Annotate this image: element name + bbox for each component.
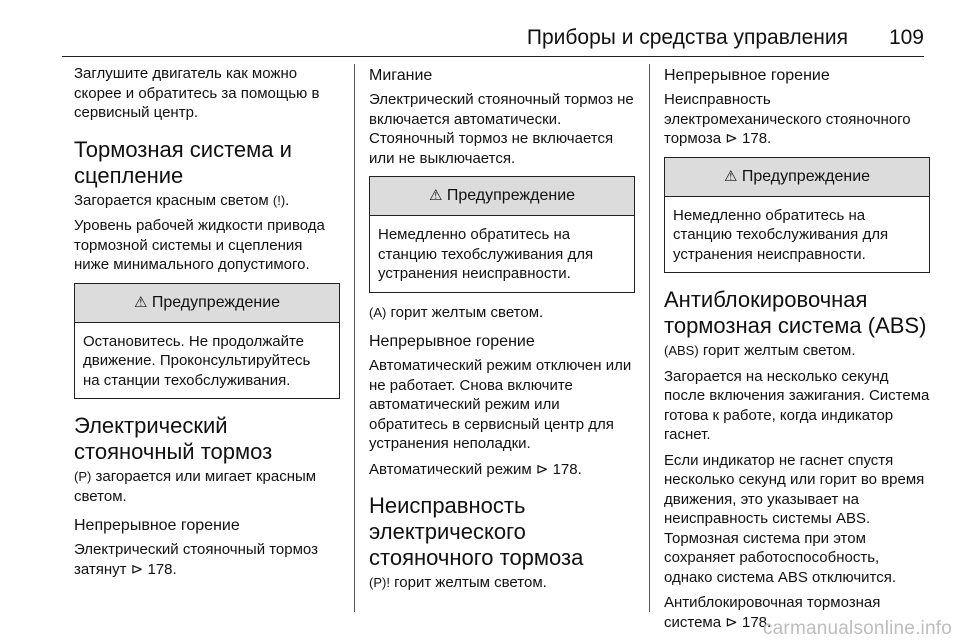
- auto-parking-brake-icon: (A): [369, 304, 387, 320]
- paragraph-text: загорается или мигает красным светом.: [74, 468, 317, 505]
- paragraph: [74, 467, 340, 506]
- paragraph: Автоматический режим отключен или не работает. Снова включите автоматический режим или обратитесь в сервисный центр для устранения неполадки.: [369, 357, 632, 452]
- paragraph-text: горит желтым светом.: [390, 303, 544, 321]
- subheading-steady: Непрерывное горение: [369, 333, 535, 350]
- abs-icon: (ABS): [664, 343, 699, 358]
- paragraph: Если индикатор не гаснет спустя несколько секунд или горит во время движения, это указывает на неисправность системы ABS. Тормозная система при этом сохраняет работоспособность, однако система ABS отключится.: [664, 451, 925, 586]
- paragraph: [664, 341, 930, 361]
- page-ref-arrow-icon: ⊳: [725, 130, 738, 147]
- heading-brake-system: Тормозная система и сцепление: [74, 136, 292, 188]
- warning-header: [370, 177, 634, 216]
- parking-brake-icon: (P): [74, 469, 92, 484]
- subheading-steady: Непрерывное горение: [74, 517, 240, 534]
- warning-box: [369, 176, 635, 293]
- warning-triangle-icon: ⚠: [723, 167, 738, 185]
- warning-text: Немедленно обратитесь на станцию техобслуживания для устранения неисправности.: [378, 226, 594, 282]
- section-title: Приборы и средства управления: [526, 26, 848, 49]
- paragraph: [369, 573, 635, 593]
- heading-parking-brake-fault: Неисправность электрического стояночного тормоза: [369, 493, 584, 570]
- warning-title: Предупреждение: [151, 293, 281, 311]
- column-1: [74, 64, 340, 585]
- page-ref-arrow-icon: ⊳: [130, 560, 144, 578]
- paragraph-text: горит желтым светом.: [394, 574, 547, 591]
- paragraph-text: Антиблокировочная тормозная система: [664, 594, 881, 631]
- paragraph: [369, 303, 635, 323]
- warning-header: [665, 158, 929, 197]
- paragraph-text: Автоматический режим: [369, 460, 532, 478]
- paragraph: Загорается красным светом (!).: [74, 191, 290, 209]
- page-number: 109: [888, 26, 924, 49]
- parking-brake-fault-icon: (P)!: [369, 575, 390, 590]
- heading-electric-parking-brake: Электрический стояночный тормоз: [74, 413, 273, 464]
- paragraph: Заглушите двигатель как можно скорее и обратитесь за помощью в сервисный центр.: [74, 65, 320, 121]
- column-divider: [649, 64, 650, 612]
- column-2: [369, 64, 635, 599]
- warning-triangle-icon: ⚠: [133, 293, 148, 311]
- warning-header: [75, 284, 339, 323]
- page-ref: 178.: [742, 613, 772, 631]
- page-ref-arrow-icon: ⊳: [535, 460, 549, 478]
- paragraph-text: горит желтым светом.: [702, 342, 856, 359]
- heading-abs: Антиблокировочная тормозная система (ABS): [664, 287, 927, 338]
- brake-warning-icon: (!): [272, 192, 286, 208]
- warning-text: Немедленно обратитесь на станцию техобслуживания для устранения неисправности.: [673, 206, 889, 263]
- watermark: carmanualsonline.info: [762, 618, 952, 639]
- warning-text: Остановитесь. Не продолжайте движение. Проконсультируйтесь на станции техобслуживания.: [83, 332, 311, 389]
- column-divider: [354, 64, 355, 612]
- warning-box: [74, 283, 340, 400]
- paragraph: [369, 460, 635, 480]
- page-ref: 178.: [552, 460, 582, 478]
- paragraph-text: Неисправность электромеханического стояночного тормоза: [664, 91, 911, 147]
- paragraph: Электрический стояночный тормоз не включается автоматически. Стояночный тормоз не включается или не выключается.: [369, 91, 634, 167]
- page-header: [0, 0, 960, 56]
- warning-triangle-icon: ⚠: [428, 187, 443, 204]
- paragraph-text: Электрический стояночный тормоз затянут: [74, 541, 318, 578]
- paragraph: Уровень рабочей жидкости привода тормозной системы и сцепления ниже минимального допустимого.: [74, 217, 325, 273]
- column-3: [664, 64, 930, 638]
- subheading-steady: Непрерывное горение: [664, 67, 830, 84]
- paragraph: Загорается на несколько секунд после включения зажигания. Система готова к работе, когда индикатор гаснет.: [664, 367, 930, 443]
- paragraph: [74, 540, 340, 579]
- page-ref-arrow-icon: ⊳: [725, 613, 738, 631]
- warning-box: [664, 157, 930, 274]
- page-ref: 178.: [147, 560, 177, 578]
- subheading-blinking: Мигание: [369, 67, 433, 84]
- paragraph: [664, 90, 930, 149]
- paragraph-text: Загорается красным светом: [74, 191, 269, 209]
- warning-title: Предупреждение: [741, 167, 871, 185]
- header-rule: [62, 56, 924, 57]
- page-ref: 178.: [742, 130, 772, 147]
- warning-title: Предупреждение: [446, 187, 576, 204]
